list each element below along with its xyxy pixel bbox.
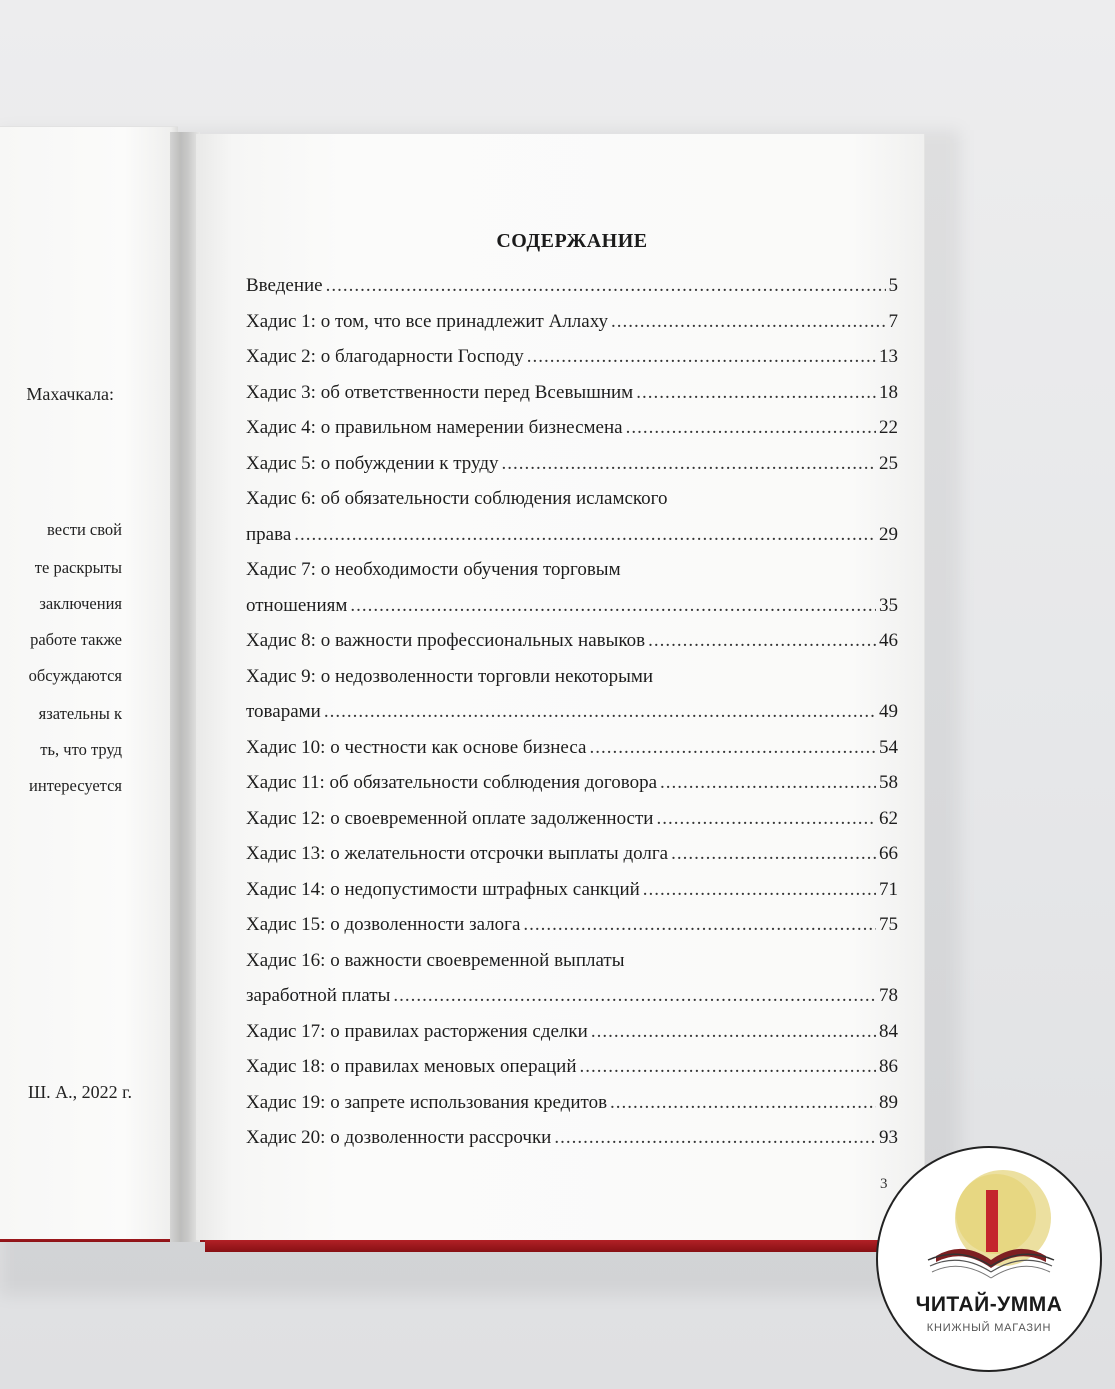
toc-entry	[246, 1120, 898, 1156]
toc-entry-title: Хадис 20: о дозволенности рассрочки	[246, 1127, 552, 1148]
toc-entry-title: Хадис 2: о благодарности Господу	[246, 346, 524, 367]
toc-dot-leader	[523, 907, 876, 943]
toc-entry-page: 54	[879, 736, 898, 758]
toc-entry-title: Хадис 11: об обязательности соблюдения договора	[246, 772, 657, 793]
logo-name: ЧИТАЙ-УММА	[915, 1293, 1063, 1316]
toc-dot-leader	[591, 1014, 876, 1050]
toc-dot-leader	[324, 694, 876, 730]
toc-dot-leader	[660, 765, 876, 801]
toc-entry-title-continued: отношениям	[246, 594, 348, 616]
toc-entry-page: 84	[879, 1020, 898, 1042]
toc-entry-page: 13	[879, 346, 898, 367]
toc-dot-leader	[589, 730, 876, 766]
toc-dot-leader	[610, 1085, 876, 1121]
toc-entry	[246, 801, 898, 837]
toc-entry-title: Хадис 18: о правилах меновых операций	[246, 1056, 577, 1077]
toc-dot-leader	[326, 268, 886, 304]
left-page-text	[0, 0, 170, 1240]
toc-entry	[246, 907, 898, 943]
toc-entry	[246, 730, 898, 766]
toc-dot-leader	[294, 517, 876, 553]
toc-entry-page: 35	[879, 594, 898, 616]
toc-entry	[246, 375, 898, 411]
toc-entry-title: Хадис 5: о побуждении к труду	[246, 452, 499, 474]
toc-entry-title: Хадис 14: о недопустимости штрафных санкций	[246, 878, 640, 900]
left-line: интересуется	[29, 776, 122, 795]
left-line: заключения	[39, 594, 122, 613]
toc-dot-leader	[611, 304, 886, 340]
toc-dot-leader	[580, 1049, 876, 1085]
toc-entry	[246, 1014, 898, 1050]
left-line: вести свой	[47, 520, 122, 539]
toc-entry-title-continued: товарами	[246, 701, 321, 722]
toc-entry-page: 7	[888, 310, 898, 332]
toc-entry	[246, 268, 898, 304]
page-number: 3	[880, 1176, 888, 1192]
toc-entry-page: 93	[879, 1127, 898, 1148]
toc-dot-leader	[393, 978, 876, 1014]
left-line: ть, что труд	[40, 740, 122, 759]
toc-entry-page: 22	[879, 417, 898, 438]
toc-entry-title: Хадис 17: о правилах расторжения сделки	[246, 1020, 588, 1042]
toc-entry	[246, 410, 898, 446]
store-logo	[876, 1146, 1102, 1372]
toc-entry-title: Хадис 6: об обязательности соблюдения исламского	[246, 488, 668, 509]
toc-entry-title: Хадис 3: об ответственности перед Всевышним	[246, 381, 634, 403]
left-line: обсуждаются	[28, 666, 122, 685]
toc-entry-title: Хадис 12: о своевременной оплате задолженности	[246, 807, 654, 829]
logo-subtitle: КНИЖНЫЙ МАГАЗИН	[926, 1322, 1052, 1334]
toc-entry-title: Хадис 7: о необходимости обучения торговым	[246, 559, 621, 580]
toc-entry	[246, 765, 898, 801]
contents-title: СОДЕРЖАНИЕ	[496, 230, 648, 252]
toc-entry-title: Хадис 19: о запрете использования кредитов	[246, 1091, 608, 1113]
toc-entry-title: Хадис 1: о том, что все принадлежит Аллаху	[246, 310, 608, 332]
toc-entry-page: 25	[879, 452, 898, 474]
toc-dot-leader	[656, 801, 876, 837]
toc-entry-page: 46	[879, 630, 898, 651]
toc-entry	[246, 1085, 898, 1121]
toc-entry-page: 75	[879, 914, 898, 935]
left-line: работе также	[30, 630, 122, 649]
toc-entry-page: 66	[879, 843, 898, 864]
toc-dot-leader	[671, 836, 876, 872]
toc-entry	[246, 481, 898, 552]
toc-entry	[246, 836, 898, 872]
toc-entry-page: 62	[879, 807, 898, 829]
left-line: те раскрыты	[34, 558, 122, 577]
toc-entry	[246, 1049, 898, 1085]
toc-entry	[246, 872, 898, 908]
toc-entry	[246, 623, 898, 659]
toc-dot-leader	[527, 339, 876, 375]
book-cover-edge-right	[205, 1238, 925, 1252]
toc-entry	[246, 552, 898, 623]
toc-entry	[246, 339, 898, 375]
toc-entry-page: 89	[879, 1091, 898, 1113]
toc-dot-leader	[636, 375, 876, 411]
toc-entry-title: Хадис 10: о честности как основе бизнеса	[246, 736, 587, 758]
toc-entry-page: 58	[879, 772, 898, 793]
toc-dot-leader	[502, 446, 876, 482]
toc-entry-title: Введение	[246, 275, 323, 296]
toc-dot-leader	[643, 872, 876, 908]
toc-entry	[246, 304, 898, 340]
toc-dot-leader	[626, 410, 876, 446]
toc-entry-title: Хадис 9: о недозволенности торговли некоторыми	[246, 665, 654, 687]
left-line: язательны к	[38, 704, 122, 723]
left-line-copyright: Ш. А., 2022 г.	[27, 1082, 132, 1102]
toc-entry-page: 49	[879, 701, 898, 722]
toc-entry-page: 78	[879, 985, 898, 1006]
left-line: Махачкала:	[26, 384, 114, 404]
toc-dot-leader	[350, 588, 876, 624]
toc-entry	[246, 943, 898, 1014]
toc-entry-page: 29	[879, 523, 898, 545]
toc-dot-leader	[554, 1120, 876, 1156]
toc-entry	[246, 659, 898, 730]
toc-entry-page: 18	[879, 381, 898, 403]
toc-entry-title-continued: права	[246, 523, 292, 545]
toc-entry-title: Хадис 8: о важности профессиональных навыков	[246, 630, 646, 651]
toc-entry-title: Хадис 16: о важности своевременной выплаты	[246, 949, 625, 971]
toc-entry-title: Хадис 15: о дозволенности залога	[246, 914, 521, 935]
toc-entry	[246, 446, 898, 482]
toc-entry-title: Хадис 4: о правильном намерении бизнесмена	[246, 417, 623, 438]
toc-entry-title: Хадис 13: о желательности отсрочки выплаты долга	[246, 843, 669, 864]
toc-entry-page: 5	[888, 275, 898, 296]
logo-book-icon	[878, 1148, 1102, 1372]
toc-dot-leader	[648, 623, 876, 659]
table-of-contents	[246, 268, 898, 1156]
toc-entry-page: 86	[879, 1056, 898, 1077]
toc-entry-title-continued: заработной платы	[246, 985, 391, 1006]
toc-entry-page: 71	[879, 878, 898, 900]
